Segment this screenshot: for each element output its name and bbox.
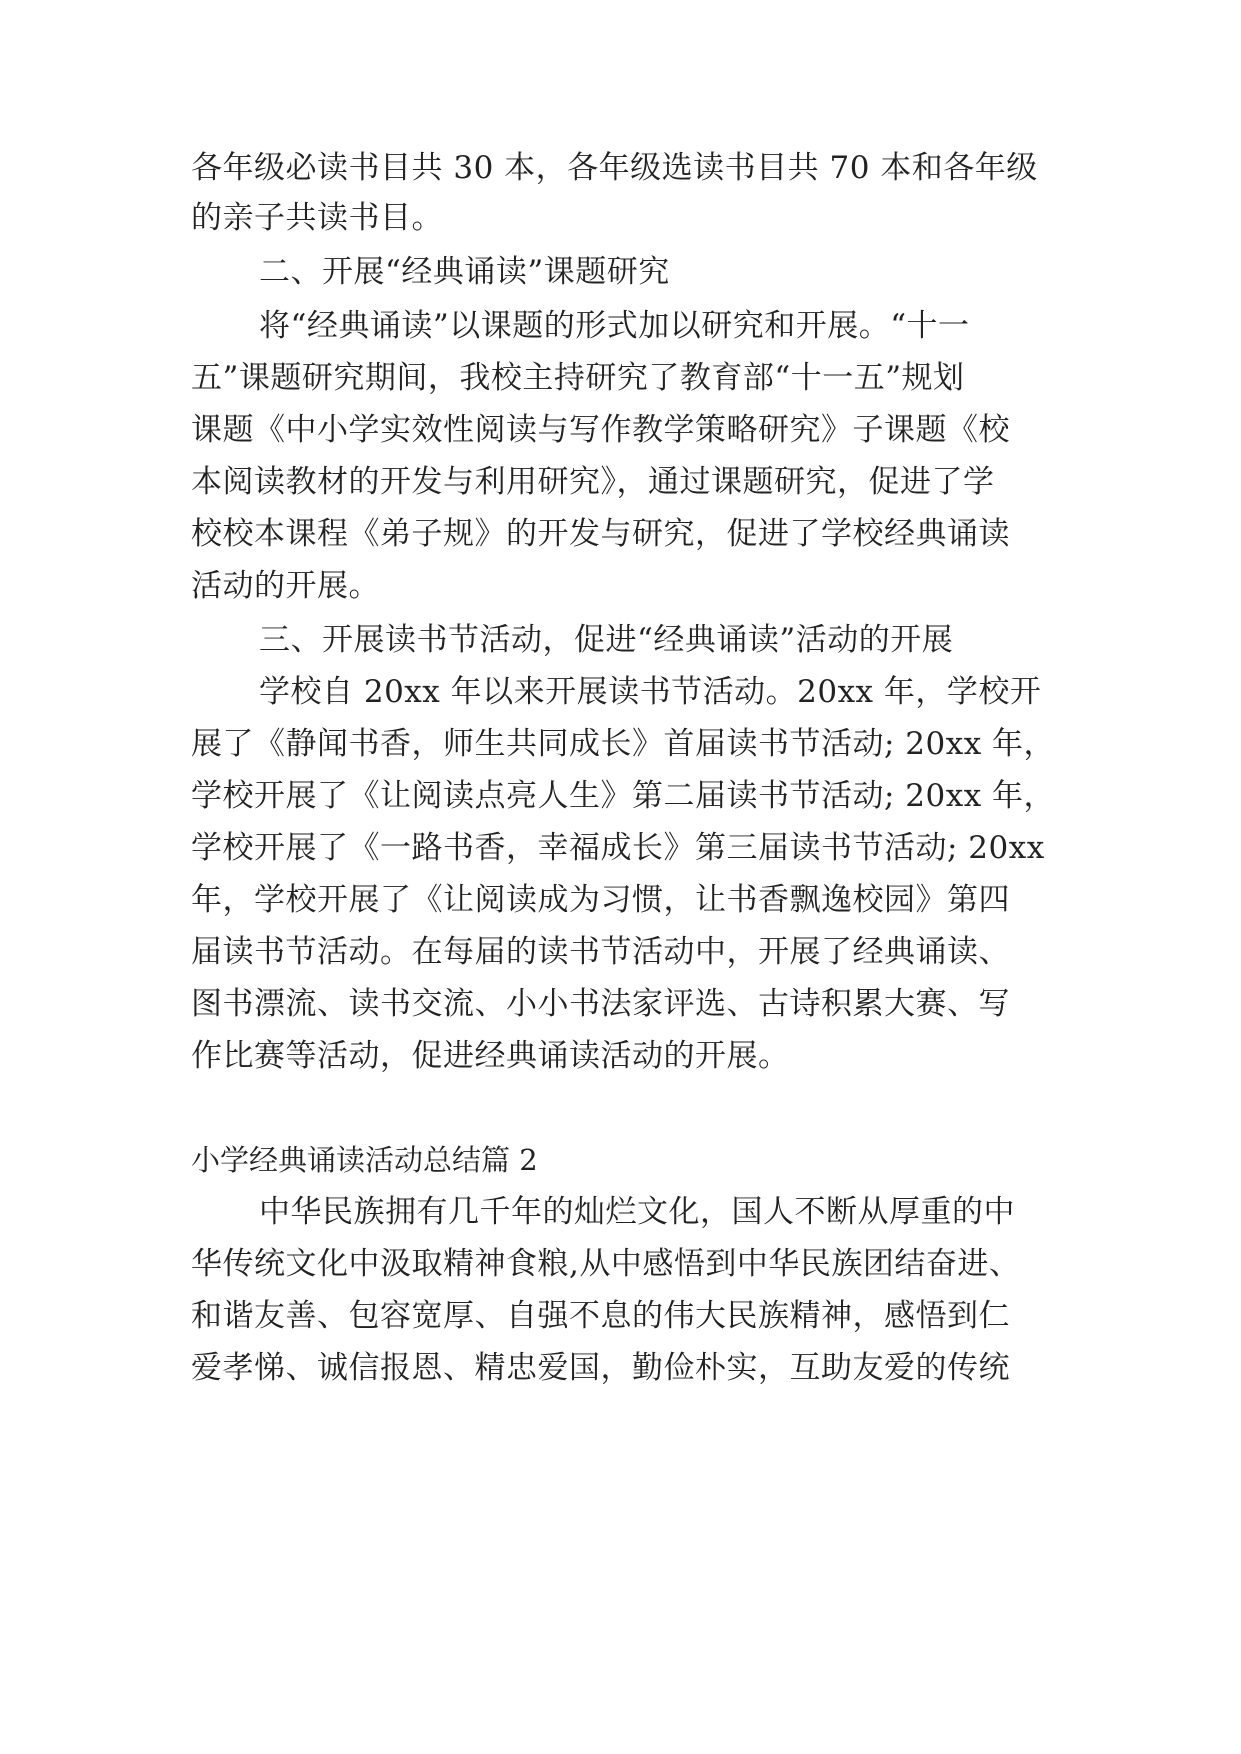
paragraph-line: 中华民族拥有几千年的灿烂文化，国人不断从厚重的中 [259,1194,1015,1230]
paragraph-line: 学校开展了《让阅读点亮人生》第二届读书节活动; 20xx 年， [191,778,1056,814]
paragraph-line: 课题《中小学实效性阅读与写作教学策略研究》子课题《校 [191,412,1010,448]
paragraph-line: 年，学校开展了《让阅读成为习惯，让书香飘逸校园》第四 [191,882,1010,918]
paragraph-line: 展了《静闻书香，师生共同成长》首届读书节活动; 20xx 年， [191,726,1056,762]
paragraph-line: 五”课题研究期间，我校主持研究了教育部“十一五”规划 [191,360,965,396]
paragraph-line: 活动的开展。 [191,568,380,604]
section-heading: 二、开展“经典诵读”课题研究 [259,254,670,290]
article-title: 小学经典诵读活动总结篇 2 [191,1143,538,1177]
paragraph-line: 届读书节活动。在每届的读书节活动中，开展了经典诵读、 [191,934,1010,970]
paragraph-line: 华传统文化中汲取精神食粮,从中感悟到中华民族团结奋进、 [191,1246,1021,1282]
paragraph-line: 校校本课程《弟子规》的开发与研究，促进了学校经典诵读 [191,516,1010,552]
paragraph-line: 学校开展了《一路书香，幸福成长》第三届读书节活动; 20xx [191,830,1045,866]
paragraph-line: 本阅读教材的开发与利用研究》，通过课题研究，促进了学 [191,464,995,500]
paragraph-line: 将“经典诵读”以课题的形式加以研究和开展。“十一 [259,308,970,344]
section-heading: 三、开展读书节活动，促进“经典诵读”活动的开展 [259,622,954,658]
paragraph-line: 学校自 20xx 年以来开展读书节活动。20xx 年，学校开 [259,674,1042,710]
paragraph-line: 爱孝悌、诚信报恩、精忠爱国，勤俭朴实，互助友爱的传统 [191,1350,1010,1386]
paragraph-line: 和谐友善、包容宽厚、自强不息的伟大民族精神，感悟到仁 [191,1298,1010,1334]
paragraph-line: 的亲子共读书目。 [191,200,443,236]
paragraph-line: 作比赛等活动，促进经典诵读活动的开展。 [191,1038,790,1074]
paragraph-line: 各年级必读书目共 30 本，各年级选读书目共 70 本和各年级 [191,150,1038,186]
paragraph-line: 图书漂流、读书交流、小小书法家评选、古诗积累大赛、写 [191,986,1010,1022]
